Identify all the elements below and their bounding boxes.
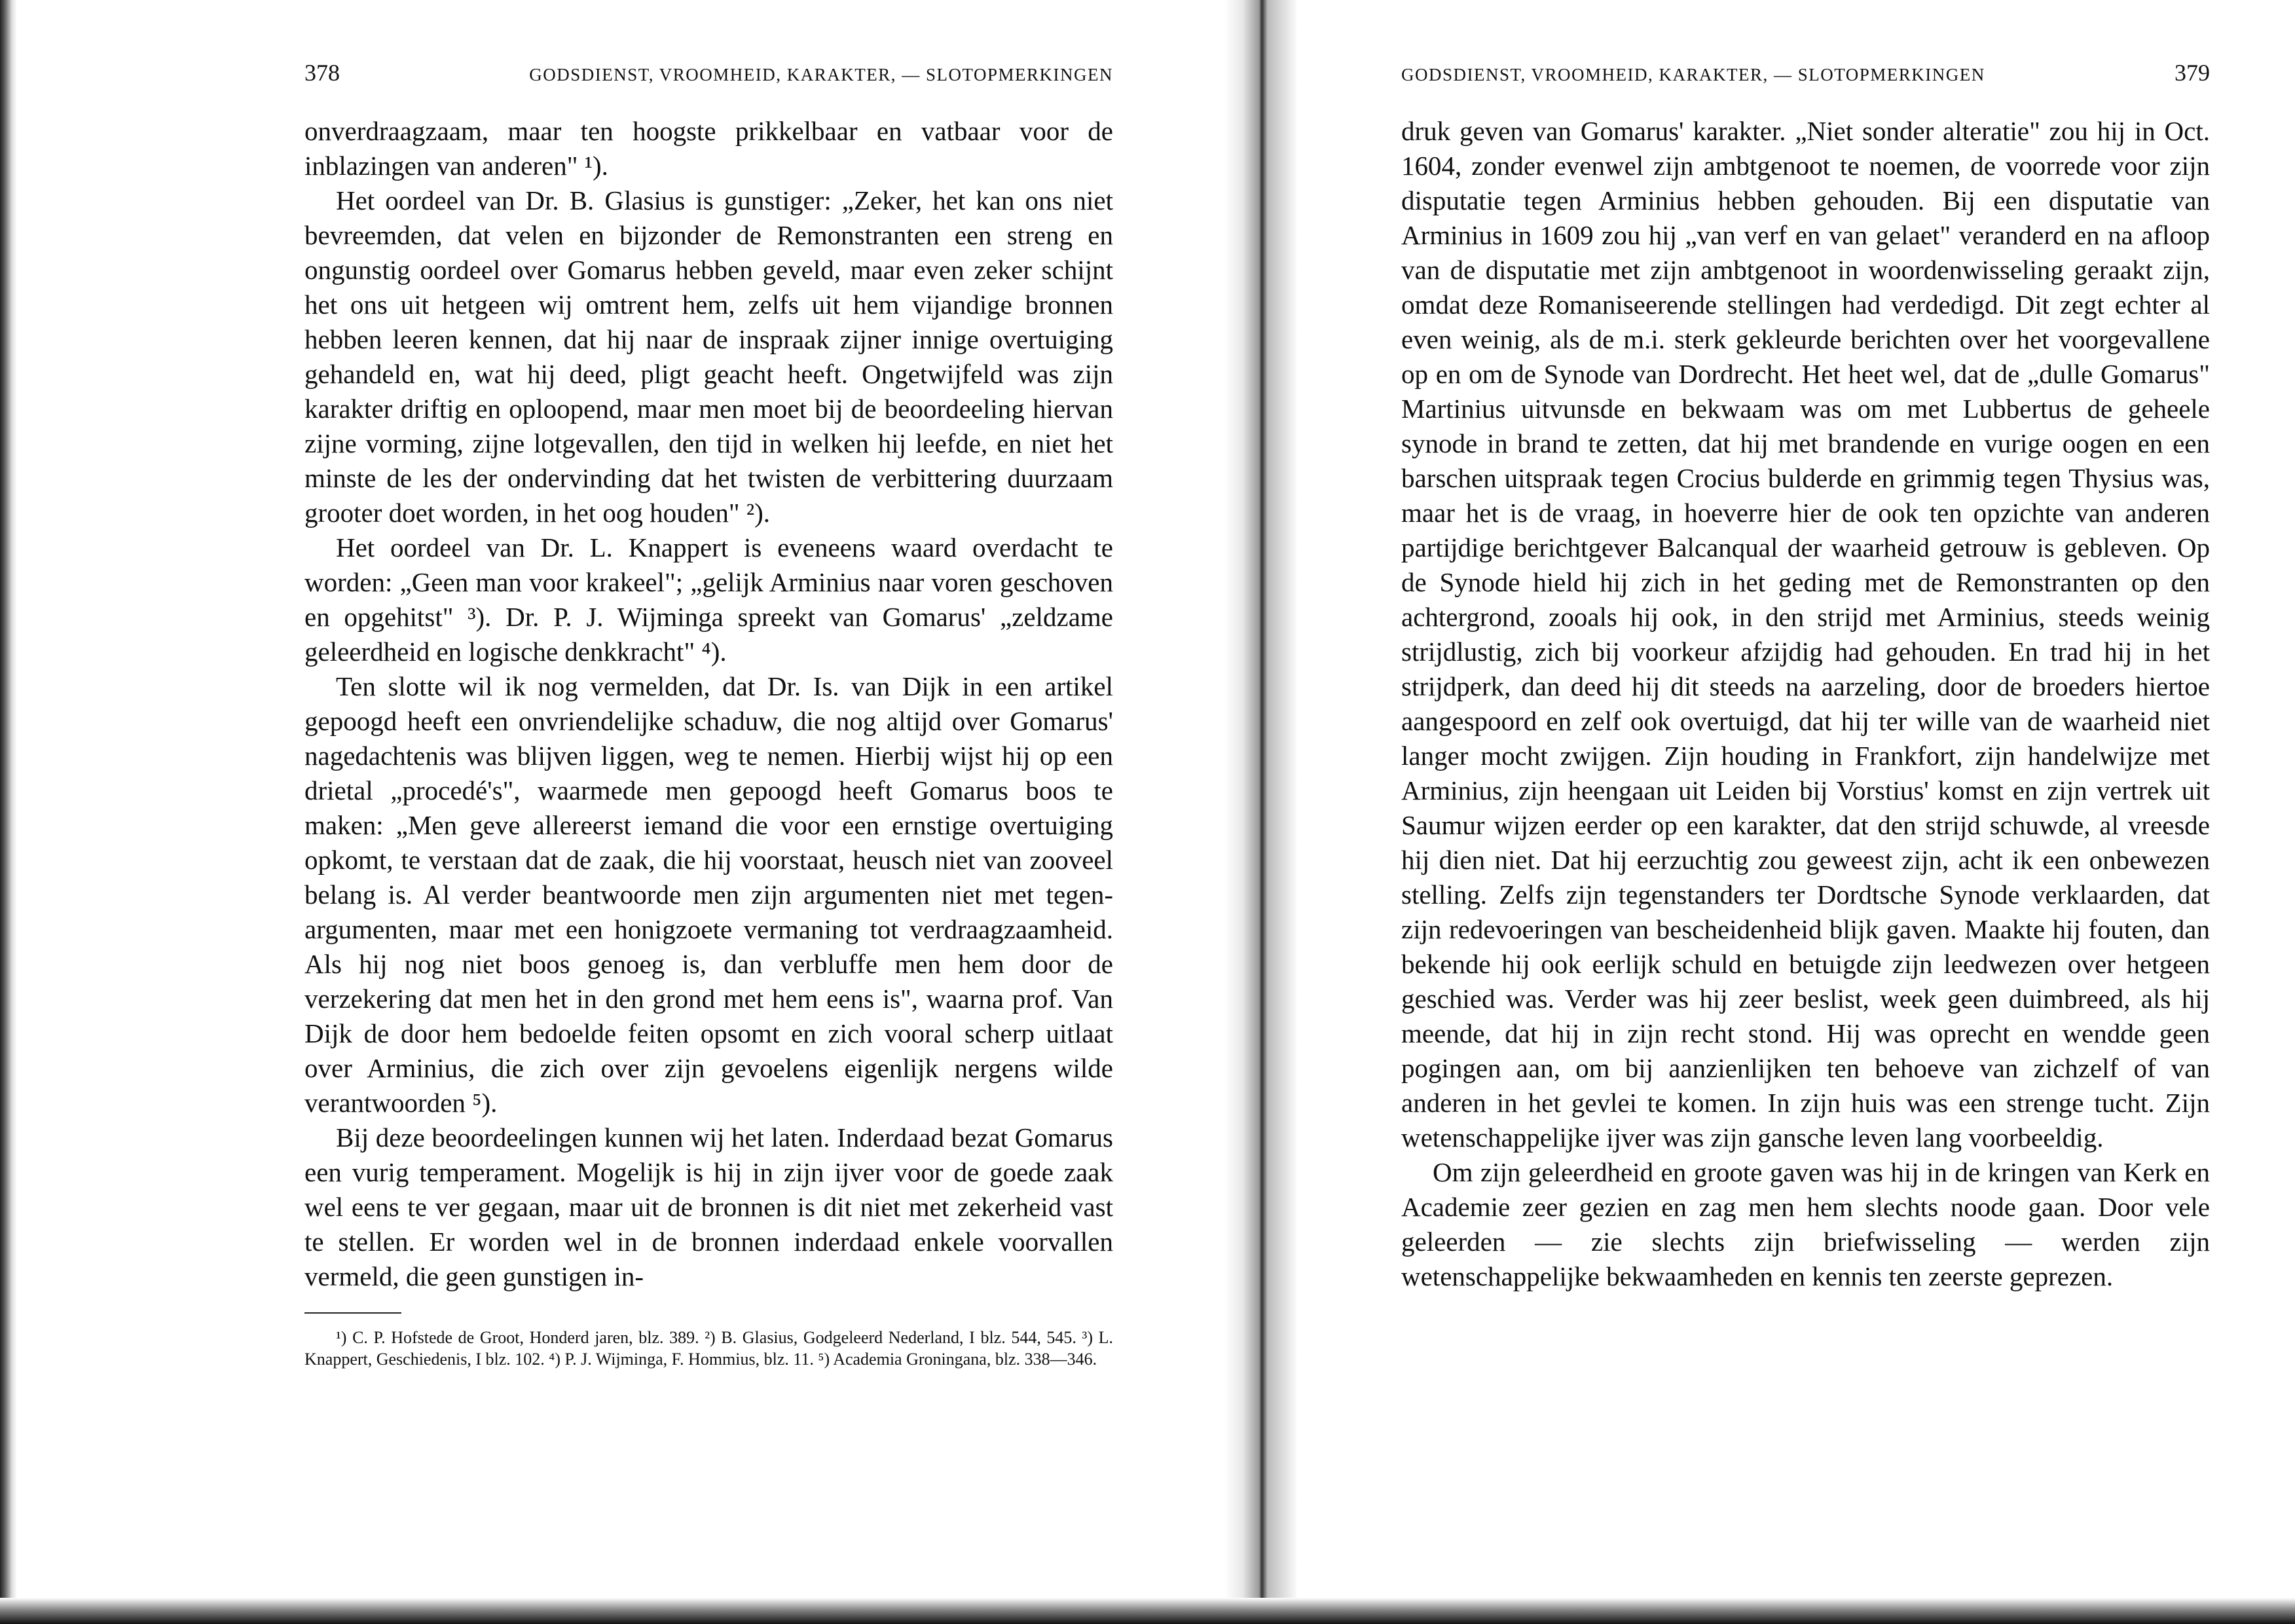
scan-shadow-bottom bbox=[0, 1598, 2295, 1624]
left-page bbox=[304, 59, 1113, 1585]
paragraph: Bij deze beoordeelingen kunnen wij het laten. Inderdaad bezat Gomarus een vurig temperament. Mogelijk is hij in zijn ijver voor de goede zaak wel eens te ver gegaan, maar uit de bronnen is dit niet met zekerheid vast te stellen. Er worden wel in de bronnen inderdaad enkele voorvallen vermeld, die geen gunstigen in- bbox=[304, 1122, 1113, 1291]
running-head-right bbox=[1401, 59, 2210, 98]
paragraph: onverdraagzaam, maar ten hoogste prikkelbaar en vatbaar voor de inblazingen van anderen" ¹). bbox=[304, 116, 1113, 181]
footnote-rule bbox=[304, 1312, 401, 1314]
book-gutter bbox=[1224, 0, 1296, 1624]
body-text bbox=[1401, 114, 2210, 1294]
paragraph: Het oordeel van Dr. L. Knappert is eveneens waard overdacht te worden: „Geen man voor krakeel"; „gelijk Arminius naar voren geschoven en opgehitst" ³). Dr. P. J. Wijminga spreekt van Gomarus' „zeldzame geleerdheid en logische denkkracht" ⁴). bbox=[304, 532, 1113, 667]
scan-shadow-left bbox=[0, 0, 17, 1624]
page-number: 379 bbox=[2175, 60, 2210, 86]
paragraph: Ten slotte wil ik nog vermelden, dat Dr. Is. van Dijk in een artikel gepoogd heeft een onvriendelijke schaduw, die nog altijd over Gomarus' nagedachtenis was blijven liggen, weg te nemen. Hierbij wijst hij op een drietal „procedé's", waarmede men gepoogd heeft Gomarus boos te maken: „Men geve allereerst iemand die voor een ernstige overtuiging opkomt, te verstaan dat de zaak, die hij voorstaat, heusch niet van zooveel belang is. Al verder beantwoorde men zijn argumenten niet met tegen-argumenten, maar met een honigzoete vermaning tot verdraagzaamheid. Als hij nog niet boos genoeg is, dan verbluffe men hem door de verzekering dat men het in den grond met hem eens is", waarna prof. Van Dijk de door hem bedoelde feiten opsomt en zich vooral scherp uitlaat over Arminius, die zich over zijn gevoelens eigenlijk nergens wilde verantwoorden ⁵). bbox=[304, 671, 1113, 1118]
footnote-text: ¹) C. P. Hofstede de Groot, Honderd jaren, blz. 389. ²) B. Glasius, Godgeleerd Nederland, I blz. 544, 545. ³) L. Knappert, Geschiedenis, I blz. 102. ⁴) P. J. Wijminga, F. Hommius, blz. 11. ⁵) Academia Groningana, blz. 338—346. bbox=[304, 1328, 1113, 1369]
paragraph: Om zijn geleerdheid en groote gaven was hij in de kringen van Kerk en Academie zeer gezien en zag men hem slechts noode gaan. Door vele geleerden — zie slechts zijn briefwisseling — werden zijn wetenschappelijke bekwaamheden en kennis ten zeerste geprezen. bbox=[1401, 1157, 2210, 1291]
paragraph: Het oordeel van Dr. B. Glasius is gunstiger: „Zeker, het kan ons niet bevreemden, dat velen en bijzonder de Remonstranten een streng en ongunstig oordeel over Gomarus hebben geveld, maar even zeker schijnt het ons uit hetgeen wij omtrent hem, zelfs uit hem vijandige bronnen hebben leeren kennen, dat hij naar de inspraak zijner innige overtuiging gehandeld en, wat hij deed, pligt geacht heeft. Ongetwijfeld was zijn karakter driftig en oploopend, maar men moet bij de beoordeeling hiervan zijne vorming, zijne lotgevallen, den tijd in welken hij leefde, en niet het minste de les der ondervinding dat het twisten de verbittering duurzaam grooter doet worden, in het oog houden" ²). bbox=[304, 185, 1113, 528]
running-head-title: GODSDIENST, VROOMHEID, KARAKTER, — SLOTOPMERKINGEN bbox=[529, 65, 1113, 84]
running-head-title: GODSDIENST, VROOMHEID, KARAKTER, — SLOTOPMERKINGEN bbox=[1401, 65, 1985, 84]
page-number: 378 bbox=[304, 60, 340, 86]
paragraph: druk geven van Gomarus' karakter. „Niet sonder alteratie" zou hij in Oct. 1604, zonder evenwel zijn ambtgenoot te noemen, de voorrede voor zijn disputatie tegen Arminius hebben gehouden. Bij een disputatie van Arminius in 1609 zou hij „van verf en van gelaet" veranderd en na afloop van de disputatie met zijn ambtgenoot in woordenwisseling geraakt zijn, omdat deze Romaniseerende stellingen had verdedigd. Dit zegt echter al even weinig, als de m.i. sterk gekleurde berichten over het voorgevallene op en om de Synode van Dordrecht. Het heet wel, dat de „dulle Gomarus" Martinius uitvunsde en bekwaam was om met Lubbertus de geheele synode in brand te zetten, dat hij met brandende en vurige oogen en een barschen uitspraak tegen Crocius bulderde en grimmig tegen Thysius was, maar het is de vraag, in hoeverre hier de ook ten opzichte van anderen partijdige berichtgever Balcanqual der waarheid getrouw is gebleven. Op de Synode hield hij zich in het geding met de Remonstranten op den achtergrond, zooals hij ook, in den strijd met Arminius, steeds weinig strijdlustig, zich bij voorkeur afzijdig had gehouden. En trad hij in het strijdperk, dan deed hij dit steeds na aarzeling, door de broeders hiertoe aangespoord en zelf ook overtuigd, dat hij ter wille van de waarheid niet langer mocht zwijgen. Zijn houding in Frankfort, zijn handelwijze met Arminius, zijn heengaan uit Leiden bij Vorstius' komst en zijn vertrek uit Saumur wijzen eerder op een karakter, dat den strijd schuwde, al vreesde hij dien niet. Dat hij eerzuchtig zou geweest zijn, acht ik een onbewezen stelling. Zelfs zijn tegenstanders ter Dordtsche Synode verklaarden, dat zijn redevoeringen van bescheidenheid blijk gaven. Maakte hij fouten, dan bekende hij ook eerlijk schuld en betuigde zijn leedwezen over hetgeen geschied was. Verder was hij zeer beslist, week geen duimbreed, als hij meende, dat hij in zijn recht stond. Hij was oprecht en wendde geen pogingen aan, om bij aanzienlijken ten behoeve van zichzelf of van anderen in het gevlei te komen. In zijn huis was een strenge tucht. Zijn wetenschappelijke ijver was zijn gansche leven lang voorbeeldig. bbox=[1401, 116, 2210, 1153]
body-text bbox=[304, 114, 1113, 1294]
right-page bbox=[1401, 59, 2210, 1585]
running-head-left bbox=[304, 59, 1113, 98]
footnotes bbox=[304, 1327, 1113, 1370]
